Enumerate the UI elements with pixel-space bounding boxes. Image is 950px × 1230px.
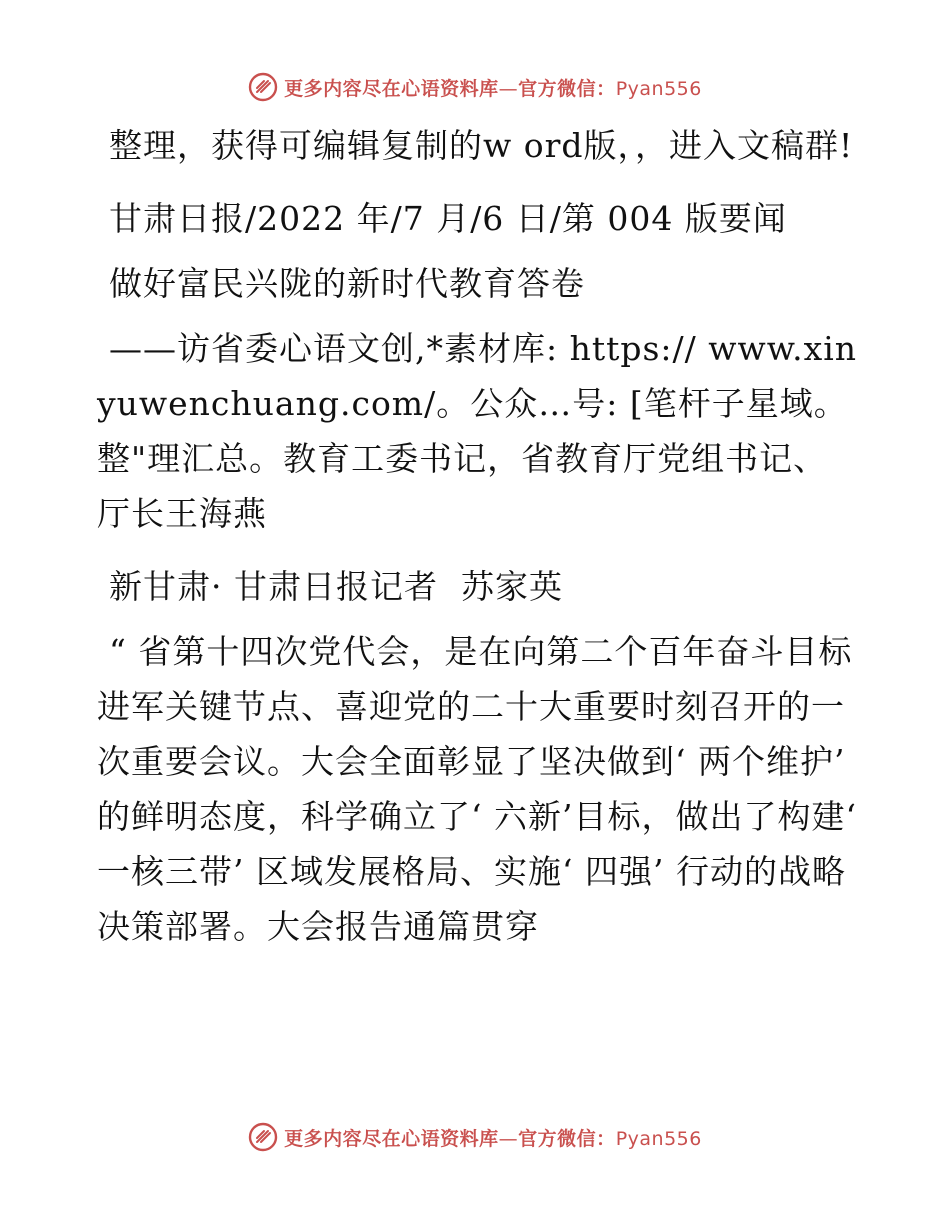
watermark-brand: 更多内容尽在心语资料库 xyxy=(284,1127,499,1150)
byline: 新甘肃· 甘肃日报记者 苏家英 xyxy=(109,567,563,606)
watermark-wechat-id: Pyan556 xyxy=(615,1127,702,1150)
document-body xyxy=(97,118,869,972)
body-paragraph: “ 省第十四次党代会，是在向第二个百年奋斗目标进军关键节点、喜迎党的二十大重要时刻召开的一次重要会议。大会全面彰显了坚决做到‘ 两个维护’ 的鲜明态度，科学确立了‘ 六新’目标，做出了构建‘ 一核三带’ 区域发展格局、实施‘ 四强’ 行动的战略决策部署。大会报告通篇贯穿 xyxy=(97,632,869,946)
watermark-text xyxy=(284,1124,702,1151)
watermark-text xyxy=(284,74,702,101)
subhead: ——访省委心语文创,*素材库: https:// www.xinyuwenchuang.com/。公众…号: [笔杆子星域。整"理汇总。教育工委书记，省教育厅党组书记、厅长王海燕 xyxy=(97,329,858,533)
seal-logo-icon xyxy=(248,72,278,102)
watermark-wechat-id: Pyan556 xyxy=(615,77,702,100)
watermark-official: 官方微信： xyxy=(518,77,616,100)
watermark-separator: — xyxy=(498,77,519,100)
watermark-official: 官方微信： xyxy=(518,1127,616,1150)
headline: 做好富民兴陇的新时代教育答卷 xyxy=(109,264,585,303)
intro-paragraph: 整理，获得可编辑复制的w ord版，，进入文稿群! xyxy=(109,126,854,165)
watermark-brand: 更多内容尽在心语资料库 xyxy=(284,77,499,100)
seal-logo-icon xyxy=(248,1122,278,1152)
footer-watermark xyxy=(0,1122,950,1152)
header-watermark xyxy=(0,72,950,102)
source-line: 甘肃日报/2022 年/7 月/6 日/第 004 版要闻 xyxy=(109,199,787,238)
watermark-separator: — xyxy=(498,1127,519,1150)
